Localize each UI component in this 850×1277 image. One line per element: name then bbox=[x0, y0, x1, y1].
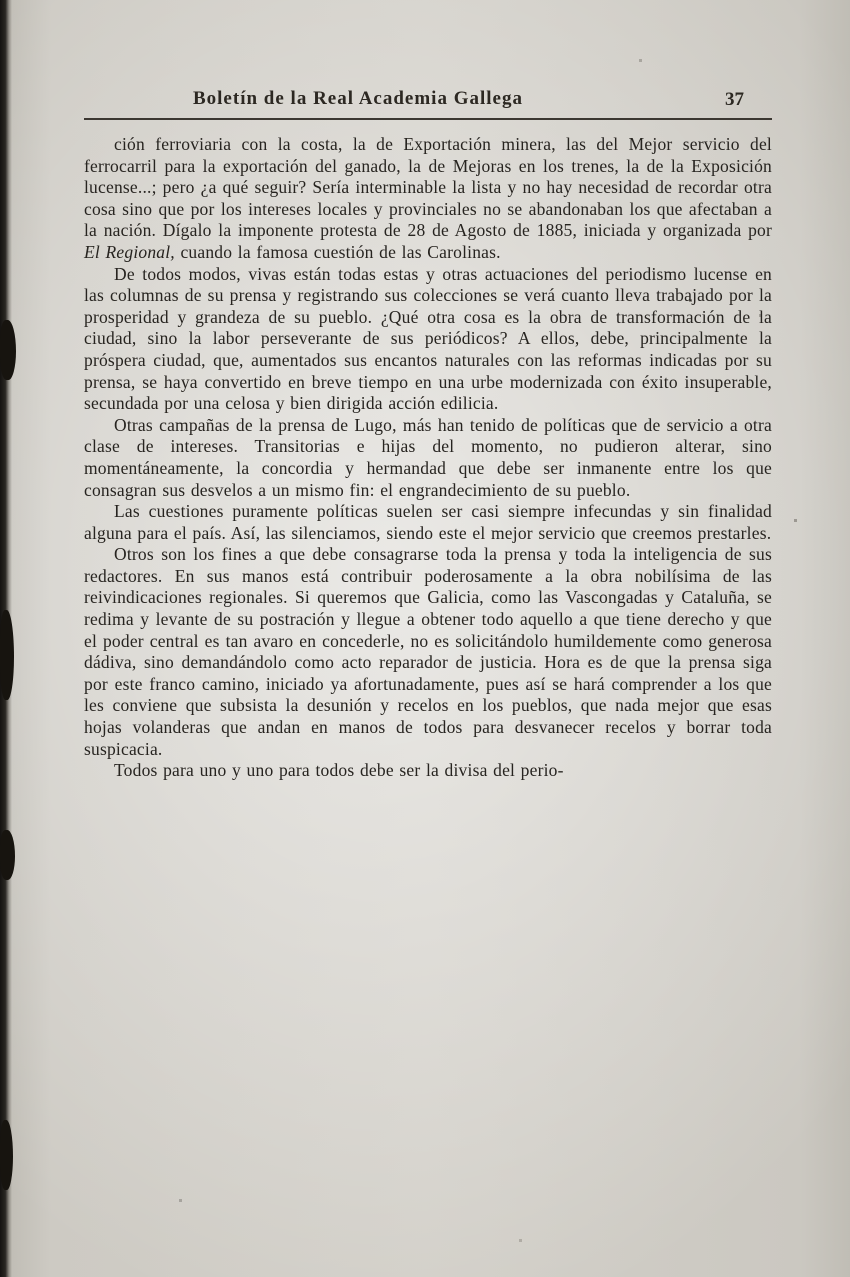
page-number: 37 bbox=[725, 89, 744, 110]
scan-specks bbox=[0, 0, 1, 1]
scan-edge-mark bbox=[0, 830, 15, 880]
page-header bbox=[84, 88, 772, 120]
paragraph bbox=[84, 760, 772, 782]
scan-edge-mark bbox=[0, 610, 14, 700]
paragraph bbox=[84, 134, 772, 264]
scan-edge-mark bbox=[0, 1120, 13, 1190]
scan-edge-mark bbox=[0, 320, 16, 380]
body-text: cuando la famosa cuestión de las Carolinas. bbox=[174, 241, 501, 262]
body-text: De todos modos, vivas están todas estas y otras actuaciones del periodismo lucense en las columnas de su prensa y registrando sus colecciones se verá cuanto lleva trabajado por la prosperidad y grandeza de su pueblo. ¿Qué otra cosa es la obra de transformación de la ciudad, sino la labor perseverante de sus periódicos? A ellos, debe, principalmente la próspera ciudad, que, aumentados sus encantos naturales con las reformas indicadas por su prensa, se haya convertido en breve tiempo en una urbe modernizada con éxito insuperable, secundada por una celosa y bien dirigida acción edilicia. bbox=[84, 263, 772, 414]
paragraph bbox=[84, 544, 772, 760]
body-text: ción ferroviaria con la costa, la de Exportación minera, las del Mejor servicio del ferrocarril para la exportación del ganado, la de Mejoras en los trenes, la de la Exposición lucense...; pero ¿a qué seguir? Sería interminable la lista y no hay necesidad de recordar otra cosa sino que por los intereses locales y provinciales no se abandonaban los que afectaban a la nación. Dígalo la imponente protesta de 28 de Agosto de 1885, iniciada y organizada por bbox=[84, 134, 772, 241]
body-text: Otras campañas de la prensa de Lugo, más han tenido de políticas que de servicio a otra clase de intereses. Transitorias e hijas del momento, no pudieron alterar, sino momentáneamente, la concordia y hermandad que debe ser inmanente entre los que consagran sus desvelos a un mismo fin: el engrandecimiento de su pueblo. bbox=[84, 414, 772, 500]
paragraph bbox=[84, 264, 772, 415]
page-body bbox=[84, 134, 772, 782]
body-text: Otros son los fines a que debe consagrarse toda la prensa y toda la inteligencia de sus redactores. En sus manos está contribuir poderosamente a la obra nobilísima de las reivindicaciones regionales. Si queremos que Galicia, como las Vascongadas y Cataluña, se redima y levante de su postración y llegue a obtener todo aquello a que tiene derecho y que el poder central es tan avaro en concederle, no es solicitándolo humildemente como generosa dádiva, sino demandándolo como acto reparador de justicia. Hora es de que la prensa siga por este franco camino, iniciado ya afortunadamente, pues así se hará comprender a los que les conviene que subsista la desunión y recelos en los pueblos, que nada mejor que esas hojas volanderas que andan en manos de todos para desvanecer recelos y borrar toda suspicacia. bbox=[84, 544, 772, 759]
paragraph bbox=[84, 501, 772, 544]
journal-title: Boletín de la Real Academia Gallega bbox=[192, 88, 523, 109]
body-text: Las cuestiones puramente políticas suelen ser casi siempre infecundas y sin finalidad alguna para el país. Así, las silenciamos, siendo este el mejor servicio que creemos prestarles. bbox=[84, 501, 772, 543]
scanned-page bbox=[84, 88, 772, 782]
paragraph bbox=[84, 415, 772, 501]
body-text: Todos para uno y uno para todos debe ser la divisa del perio- bbox=[114, 760, 564, 781]
italic-text: El Regional, bbox=[84, 241, 175, 262]
